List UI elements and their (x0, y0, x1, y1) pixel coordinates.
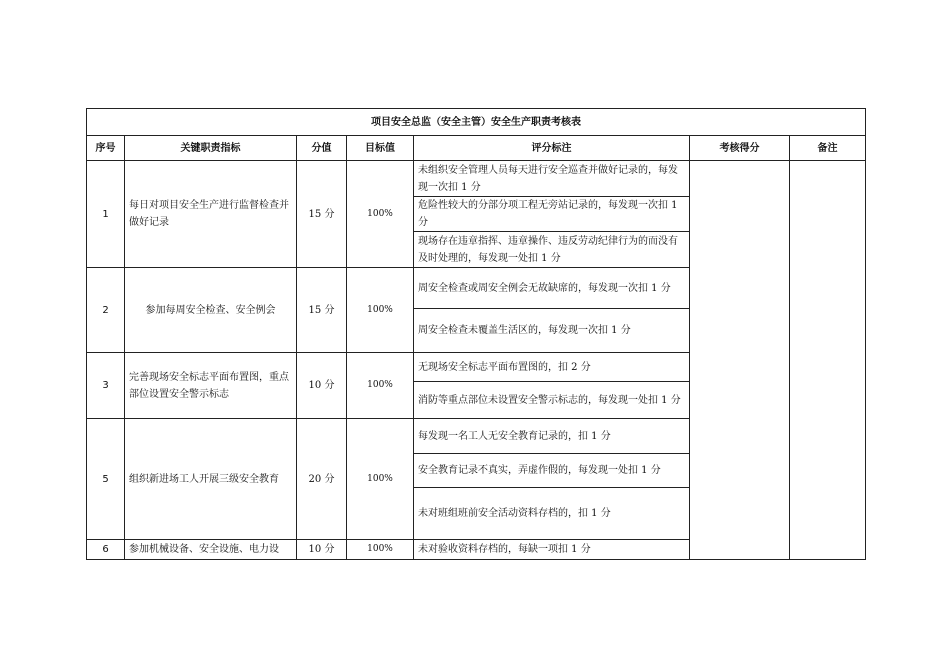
row-target: 100% (347, 353, 414, 419)
criteria-cell: 无现场安全标志平面布置图的，扣 2 分 (414, 353, 690, 382)
criteria-cell: 周安全检查或周安全例会无故缺席的，每发现一次扣 1 分 (414, 268, 690, 309)
title-row (87, 109, 866, 136)
criteria-cell: 现场存在违章指挥、违章操作、违反劳动纪律行为的而没有及时处理的，每发现一处扣 1 分 (414, 232, 690, 268)
table-title: 项目安全总监（安全主管）安全生产职责考核表 (87, 109, 866, 136)
row-indicator: 参加机械设备、安全设施、电力设 (125, 540, 297, 560)
header-criteria: 评分标注 (414, 136, 690, 161)
row-score: 10 分 (297, 540, 347, 560)
assessment-table (86, 108, 866, 560)
row-score: 15 分 (297, 268, 347, 353)
result-cell[interactable] (690, 161, 790, 560)
row-indicator: 每日对项目安全生产进行监督检查并做好记录 (125, 161, 297, 268)
row-seq: 6 (87, 540, 125, 560)
row-indicator: 参加每周安全检查、安全例会 (125, 268, 297, 353)
row-seq: 2 (87, 268, 125, 353)
header-indicator: 关键职责指标 (125, 136, 297, 161)
row-target: 100% (347, 540, 414, 560)
row-target: 100% (347, 268, 414, 353)
remark-cell[interactable] (790, 161, 866, 560)
header-result: 考核得分 (690, 136, 790, 161)
criteria-cell: 未组织安全管理人员每天进行安全巡查并做好记录的，每发现一次扣 1 分 (414, 161, 690, 197)
header-remark: 备注 (790, 136, 866, 161)
row-seq: 1 (87, 161, 125, 268)
row-seq: 5 (87, 419, 125, 540)
row-score: 20 分 (297, 419, 347, 540)
criteria-cell: 危险性较大的分部分项工程无旁站记录的，每发现一次扣 1 分 (414, 197, 690, 232)
criteria-cell: 安全教育记录不真实，弄虚作假的，每发现一处扣 1 分 (414, 454, 690, 488)
header-target: 目标值 (347, 136, 414, 161)
header-score: 分值 (297, 136, 347, 161)
assessment-form (86, 108, 865, 564)
row-indicator: 组织新进场工人开展三级安全教育 (125, 419, 297, 540)
criteria-cell: 未对班组班前安全活动资料存档的，扣 1 分 (414, 488, 690, 540)
criteria-cell: 消防等重点部位未设置安全警示标志的，每发现一处扣 1 分 (414, 382, 690, 419)
row-seq: 3 (87, 353, 125, 419)
header-row (87, 136, 866, 161)
table-row (87, 161, 866, 197)
criteria-cell: 周安全检查未覆盖生活区的，每发现一次扣 1 分 (414, 309, 690, 353)
header-seq: 序号 (87, 136, 125, 161)
row-score: 15 分 (297, 161, 347, 268)
criteria-cell: 每发现一名工人无安全教育记录的，扣 1 分 (414, 419, 690, 454)
row-target: 100% (347, 419, 414, 540)
row-target: 100% (347, 161, 414, 268)
row-indicator: 完善现场安全标志平面布置图，重点部位设置安全警示标志 (125, 353, 297, 419)
row-score: 10 分 (297, 353, 347, 419)
criteria-cell: 未对验收资料存档的，每缺一项扣 1 分 (414, 540, 690, 560)
